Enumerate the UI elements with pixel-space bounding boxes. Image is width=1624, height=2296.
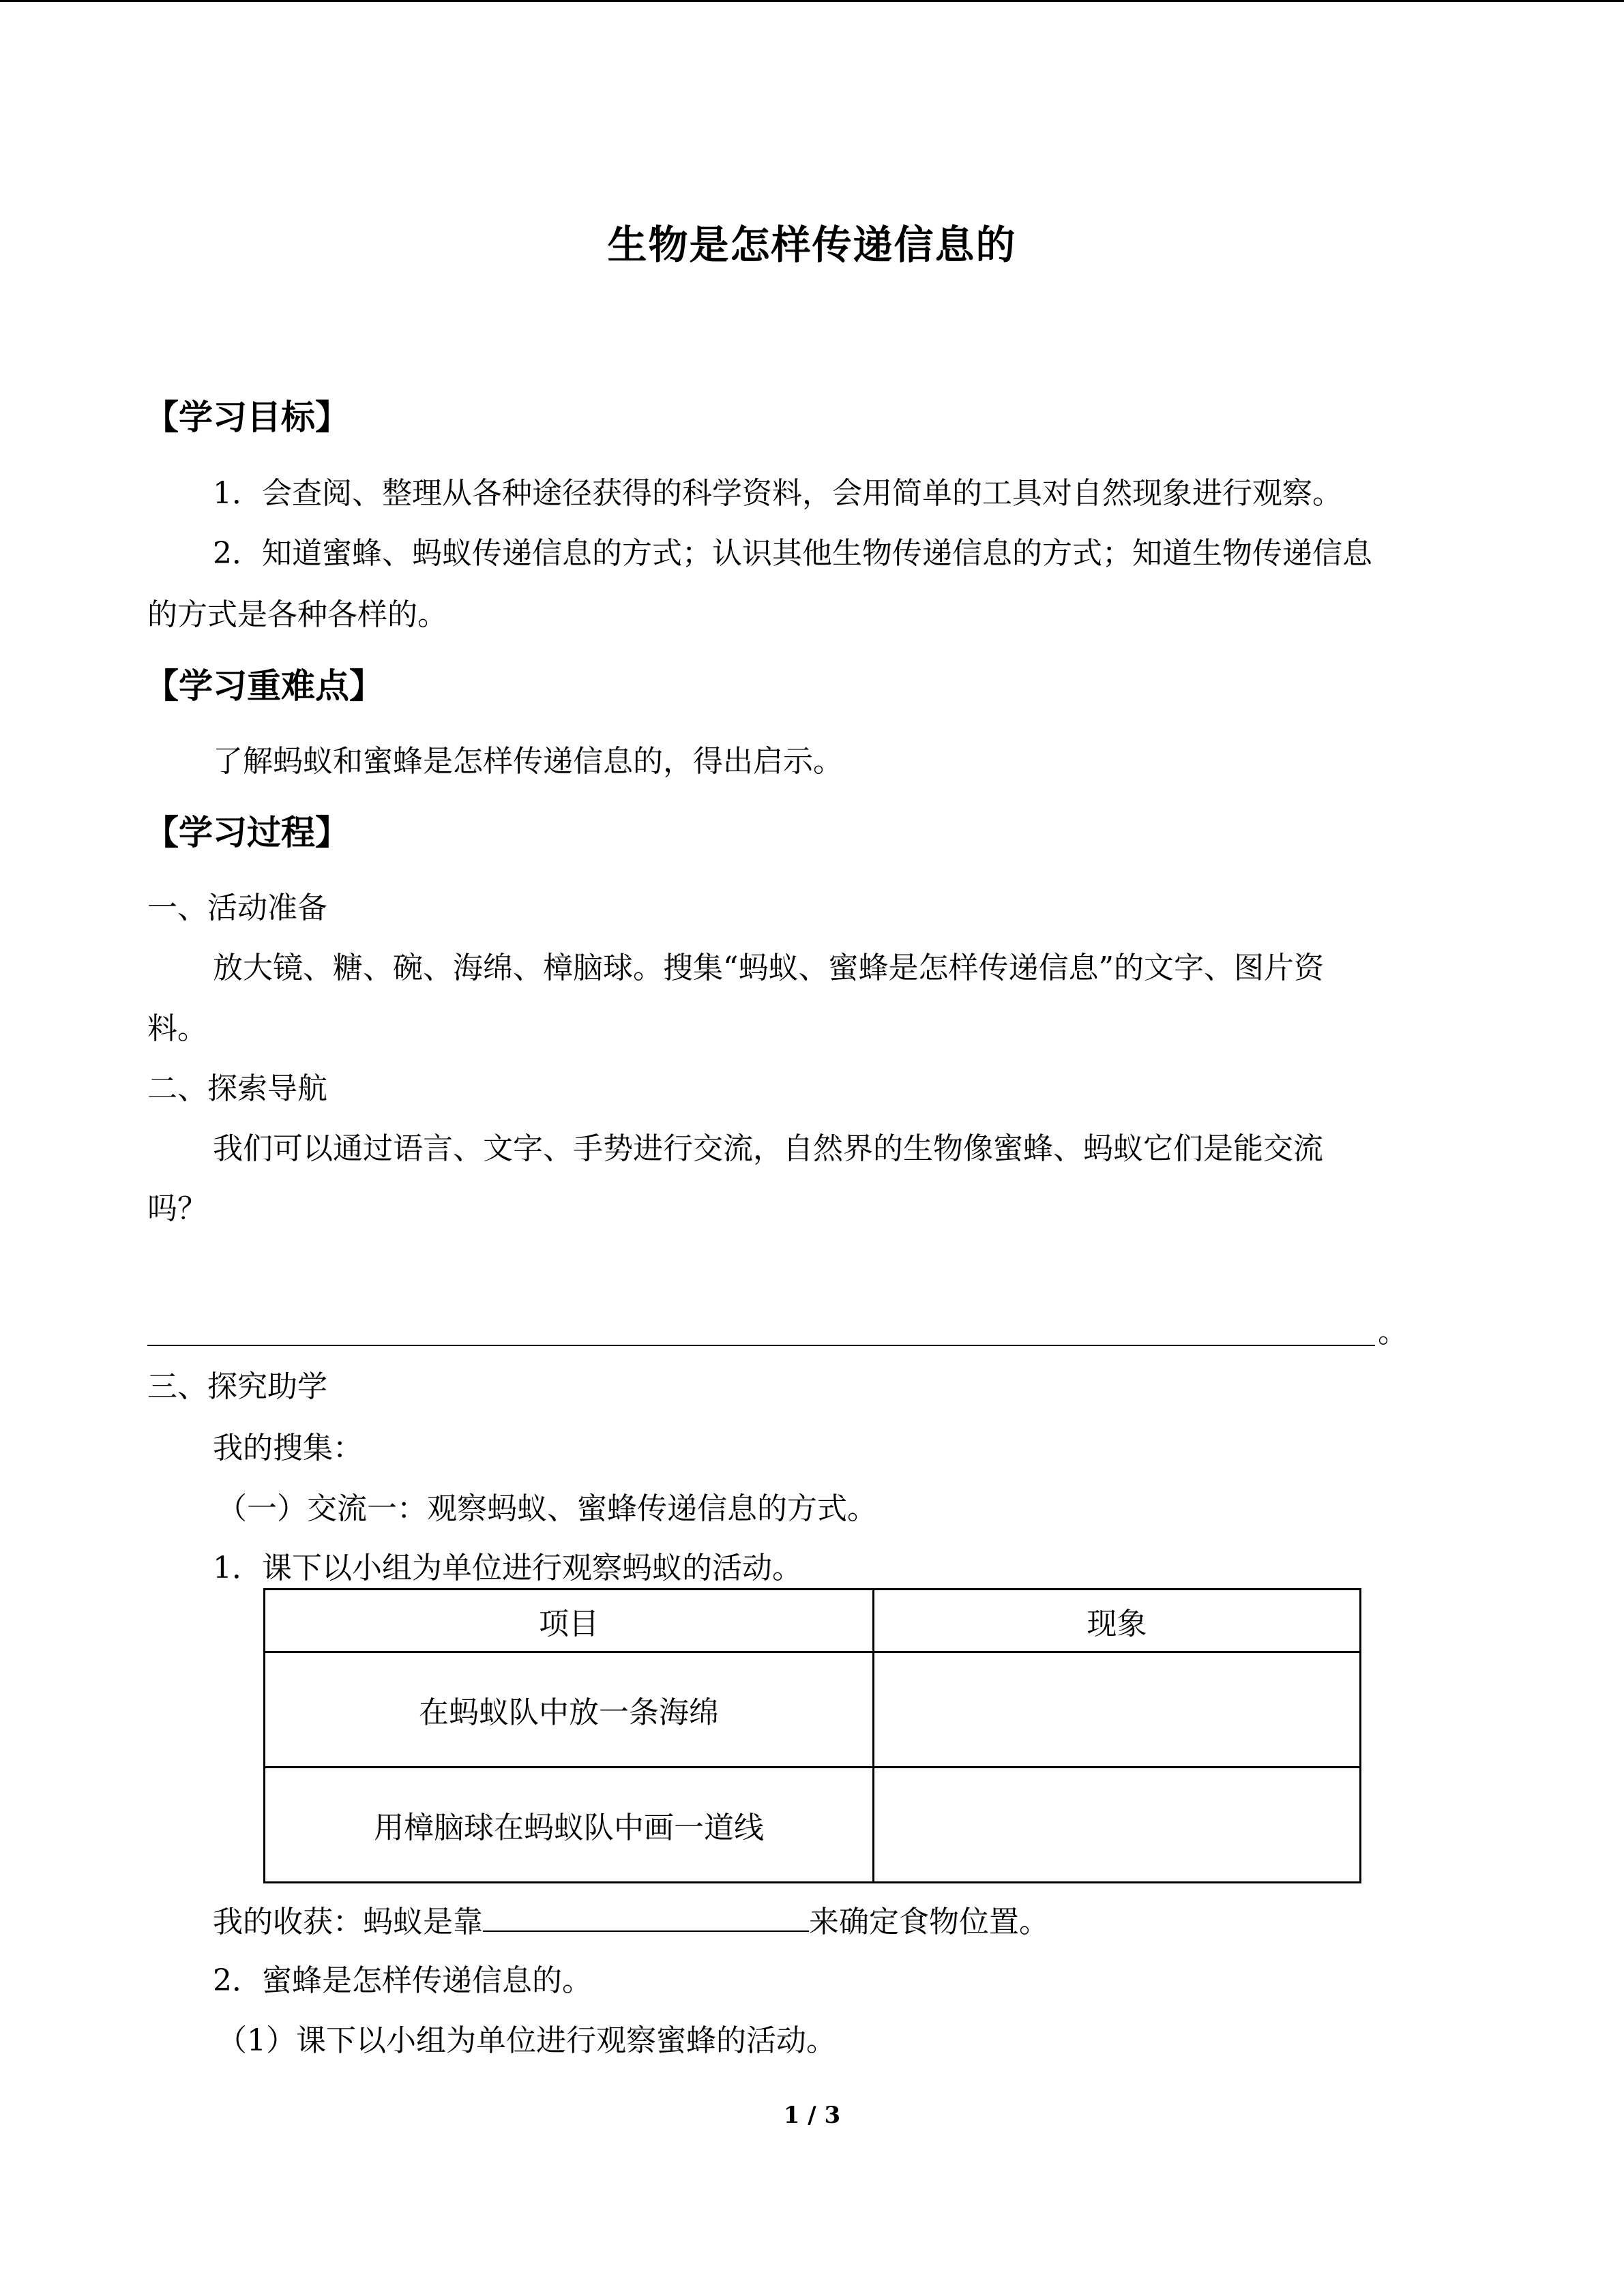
table-cell-item: 在蚂蚁队中放一条海绵 — [265, 1652, 874, 1768]
table-header-row — [265, 1590, 1361, 1652]
page-number: 1 / 3 — [783, 2102, 841, 2129]
harvest-prefix: 我的收获：蚂蚁是靠 — [213, 1905, 483, 1939]
part-1-text-line-2: 料。 — [147, 1011, 207, 1046]
part-3-heading: 三、探究助学 — [147, 1369, 327, 1404]
goal-1: 1．会查阅、整理从各种途径获得的科学资料，会用简单的工具对自然现象进行观察。 — [213, 476, 1342, 511]
table-header-phenomenon: 现象 — [874, 1590, 1361, 1652]
top-border — [0, 0, 1624, 2]
answer-blank-line[interactable] — [147, 1345, 1375, 1346]
part-1-heading: 一、活动准备 — [147, 891, 327, 925]
exchange-1-heading: （一）交流一：观察蚂蚁、蜜蜂传递信息的方式。 — [217, 1491, 877, 1526]
table-cell-item: 用樟脑球在蚂蚁队中画一道线 — [265, 1768, 874, 1883]
table-cell-phenomenon[interactable] — [874, 1652, 1361, 1768]
goal-2-line-2: 的方式是各种各样的。 — [147, 597, 447, 632]
ant-activity-item: 1．课下以小组为单位进行观察蚂蚁的活动。 — [213, 1551, 802, 1585]
answer-blank-period: 。 — [1378, 1315, 1408, 1350]
ant-observation-table — [263, 1588, 1361, 1883]
harvest-blank[interactable] — [483, 1900, 809, 1932]
part-2-heading: 二、探索导航 — [147, 1071, 327, 1106]
harvest-line — [213, 1900, 1049, 1943]
my-collection-label: 我的搜集： — [213, 1431, 363, 1465]
table-row — [265, 1768, 1361, 1883]
part-2-text-line-1: 我们可以通过语言、文字、手势进行交流，自然界的生物像蜜蜂、蚂蚁它们是能交流 — [213, 1131, 1323, 1166]
bee-activity-item: （1）课下以小组为单位进行观察蜜蜂的活动。 — [217, 2023, 836, 2058]
goals-heading: 【学习目标】 — [145, 397, 349, 437]
bee-item: 2．蜜蜂是怎样传递信息的。 — [213, 1963, 592, 1998]
table-row — [265, 1652, 1361, 1768]
part-2-text-line-2: 吗？ — [147, 1191, 207, 1226]
goal-2-line-1: 2．知道蜜蜂、蚂蚁传递信息的方式；认识其他生物传递信息的方式；知道生物传递信息 — [213, 536, 1372, 571]
key-points-text: 了解蚂蚁和蜜蜂是怎样传递信息的，得出启示。 — [213, 744, 843, 779]
part-1-text-line-1: 放大镜、糖、碗、海绵、樟脑球。搜集“蚂蚁、蜜蜂是怎样传递信息”的文字、图片资 — [213, 951, 1324, 985]
process-heading: 【学习过程】 — [145, 812, 349, 852]
key-points-heading: 【学习重难点】 — [145, 666, 383, 706]
page-title: 生物是怎样传递信息的 — [607, 222, 1017, 268]
harvest-suffix: 来确定食物位置。 — [809, 1905, 1049, 1939]
table-cell-phenomenon[interactable] — [874, 1768, 1361, 1883]
table-header-item: 项目 — [265, 1590, 874, 1652]
